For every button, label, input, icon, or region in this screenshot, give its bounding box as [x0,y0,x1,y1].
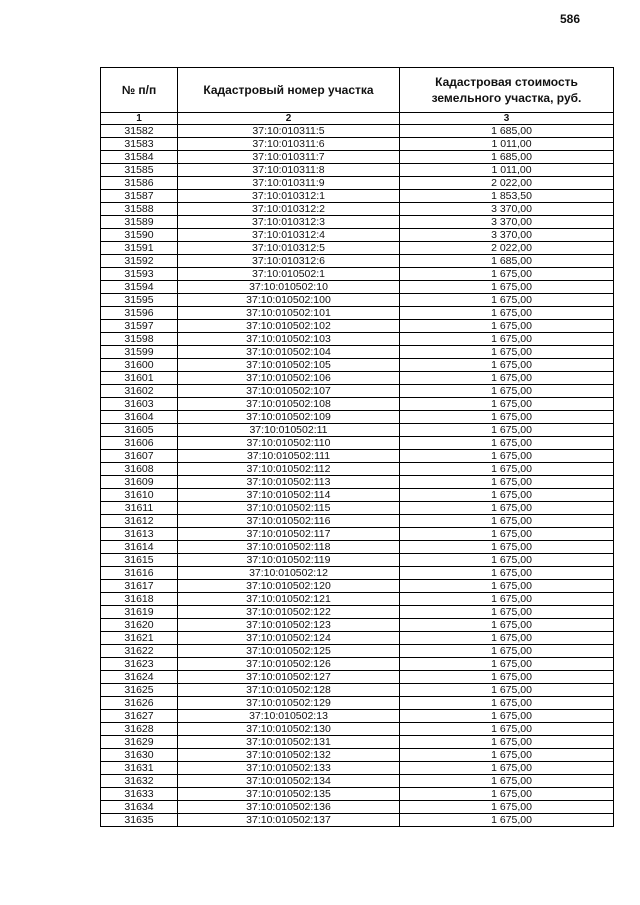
cadastral-number-cell: 37:10:010502:135 [178,788,400,801]
table-row [101,411,614,424]
table-row [101,645,614,658]
cadastral-number-cell: 37:10:010502:11 [178,424,400,437]
table-row [101,593,614,606]
cadastral-value-cell: 1 675,00 [400,541,614,554]
table-row [101,476,614,489]
table-row [101,749,614,762]
row-number-cell: 31582 [101,125,178,138]
cadastral-value-cell: 1 675,00 [400,697,614,710]
row-number-cell: 31602 [101,385,178,398]
table-row [101,216,614,229]
cadastral-value-cell: 1 675,00 [400,502,614,515]
cadastral-value-cell: 1 675,00 [400,723,614,736]
row-number-cell: 31616 [101,567,178,580]
table-row [101,463,614,476]
row-number-cell: 31605 [101,424,178,437]
column-number-row [101,113,614,125]
table-row [101,294,614,307]
cadastral-number-cell: 37:10:010502:116 [178,515,400,528]
table-row [101,619,614,632]
cadastral-value-cell: 1 675,00 [400,606,614,619]
cadastral-value-cell: 1 675,00 [400,320,614,333]
cadastral-value-cell: 1 675,00 [400,801,614,814]
table-row [101,632,614,645]
row-number-cell: 31591 [101,242,178,255]
cadastral-number-cell: 37:10:010502:132 [178,749,400,762]
cadastral-value-cell: 3 370,00 [400,203,614,216]
table-row [101,489,614,502]
cadastral-value-cell: 1 685,00 [400,125,614,138]
cadastral-value-cell: 1 675,00 [400,281,614,294]
row-number-cell: 31619 [101,606,178,619]
cadastral-number-cell: 37:10:010502:124 [178,632,400,645]
header-cadastral-number: Кадастровый номер участка [178,68,400,113]
row-number-cell: 31593 [101,268,178,281]
cadastral-value-cell: 1 675,00 [400,333,614,346]
row-number-cell: 31617 [101,580,178,593]
table-row [101,580,614,593]
cadastral-number-cell: 37:10:010502:106 [178,372,400,385]
table-row [101,801,614,814]
table-row [101,320,614,333]
cadastral-number-cell: 37:10:010502:133 [178,762,400,775]
cadastral-value-cell: 1 675,00 [400,424,614,437]
cadastral-number-cell: 37:10:010502:1 [178,268,400,281]
table-row [101,281,614,294]
cadastral-value-cell: 1 675,00 [400,580,614,593]
cadastral-number-cell: 37:10:010502:129 [178,697,400,710]
table-row [101,606,614,619]
table-row [101,814,614,827]
cadastral-value-cell: 1 675,00 [400,775,614,788]
table-row [101,385,614,398]
row-number-cell: 31594 [101,281,178,294]
table-row [101,554,614,567]
cadastral-number-cell: 37:10:010502:134 [178,775,400,788]
row-number-cell: 31597 [101,320,178,333]
row-number-cell: 31600 [101,359,178,372]
cadastral-number-cell: 37:10:010502:108 [178,398,400,411]
cadastral-value-cell: 1 675,00 [400,671,614,684]
cadastral-value-cell: 1 675,00 [400,372,614,385]
cadastral-number-cell: 37:10:010502:107 [178,385,400,398]
row-number-cell: 31624 [101,671,178,684]
cadastral-value-cell: 1 675,00 [400,658,614,671]
cadastral-value-cell: 1 675,00 [400,762,614,775]
cadastral-value-cell: 1 675,00 [400,450,614,463]
cadastral-number-cell: 37:10:010502:123 [178,619,400,632]
table-row [101,762,614,775]
cadastral-value-cell: 1 675,00 [400,814,614,827]
cadastral-number-cell: 37:10:010311:9 [178,177,400,190]
table-row [101,541,614,554]
table-row [101,190,614,203]
cadastral-number-cell: 37:10:010502:120 [178,580,400,593]
page-number: 586 [560,12,581,26]
column-number: 1 [101,113,178,125]
table-row [101,723,614,736]
row-number-cell: 31590 [101,229,178,242]
cadastral-number-cell: 37:10:010502:109 [178,411,400,424]
cadastral-number-cell: 37:10:010502:103 [178,333,400,346]
cadastral-number-cell: 37:10:010502:10 [178,281,400,294]
row-number-cell: 31612 [101,515,178,528]
table-row [101,502,614,515]
cadastral-number-cell: 37:10:010312:3 [178,216,400,229]
row-number-cell: 31596 [101,307,178,320]
table-row [101,164,614,177]
header-cadastral-value: Кадастровая стоимость земельного участка, руб. [400,68,614,113]
table-row [101,567,614,580]
table-row [101,684,614,697]
row-number-cell: 31609 [101,476,178,489]
row-number-cell: 31627 [101,710,178,723]
cadastral-value-cell: 1 011,00 [400,164,614,177]
cadastral-value-cell: 1 675,00 [400,515,614,528]
table-row [101,515,614,528]
row-number-cell: 31621 [101,632,178,645]
row-number-cell: 31598 [101,333,178,346]
cadastral-value-cell: 1 675,00 [400,554,614,567]
row-number-cell: 31626 [101,697,178,710]
row-number-cell: 31608 [101,463,178,476]
cadastral-number-cell: 37:10:010312:5 [178,242,400,255]
cadastral-number-cell: 37:10:010502:104 [178,346,400,359]
row-number-cell: 31607 [101,450,178,463]
header-row-number: № п/п [101,68,178,113]
cadastral-number-cell: 37:10:010311:6 [178,138,400,151]
cadastral-number-cell: 37:10:010502:102 [178,320,400,333]
cadastral-number-cell: 37:10:010502:100 [178,294,400,307]
row-number-cell: 31623 [101,658,178,671]
cadastral-value-cell: 1 675,00 [400,476,614,489]
table-row [101,203,614,216]
row-number-cell: 31615 [101,554,178,567]
table-row [101,151,614,164]
row-number-cell: 31614 [101,541,178,554]
table-row [101,697,614,710]
row-number-cell: 31630 [101,749,178,762]
table-row [101,359,614,372]
row-number-cell: 31603 [101,398,178,411]
cadastral-value-cell: 1 675,00 [400,398,614,411]
table-row [101,528,614,541]
row-number-cell: 31610 [101,489,178,502]
cadastral-value-cell: 1 675,00 [400,567,614,580]
row-number-cell: 31601 [101,372,178,385]
table-row [101,346,614,359]
cadastral-number-cell: 37:10:010502:128 [178,684,400,697]
cadastral-value-cell: 1 675,00 [400,632,614,645]
row-number-cell: 31604 [101,411,178,424]
table-row [101,658,614,671]
cadastral-value-cell: 1 011,00 [400,138,614,151]
table-row [101,268,614,281]
cadastral-number-cell: 37:10:010502:121 [178,593,400,606]
cadastral-value-cell: 1 675,00 [400,346,614,359]
row-number-cell: 31632 [101,775,178,788]
cadastral-number-cell: 37:10:010502:117 [178,528,400,541]
cadastral-value-cell: 1 675,00 [400,749,614,762]
cadastral-number-cell: 37:10:010502:118 [178,541,400,554]
row-number-cell: 31629 [101,736,178,749]
row-number-cell: 31589 [101,216,178,229]
cadastral-value-cell: 3 370,00 [400,216,614,229]
cadastral-value-cell: 1 675,00 [400,411,614,424]
cadastral-value-cell: 1 853,50 [400,190,614,203]
column-number: 2 [178,113,400,125]
table-row [101,242,614,255]
cadastral-number-cell: 37:10:010502:113 [178,476,400,489]
cadastral-number-cell: 37:10:010311:5 [178,125,400,138]
cadastral-value-cell: 1 675,00 [400,736,614,749]
cadastral-value-cell: 1 675,00 [400,294,614,307]
cadastral-number-cell: 37:10:010312:2 [178,203,400,216]
row-number-cell: 31628 [101,723,178,736]
cadastral-value-cell: 2 022,00 [400,177,614,190]
row-number-cell: 31611 [101,502,178,515]
row-number-cell: 31631 [101,762,178,775]
row-number-cell: 31583 [101,138,178,151]
cadastral-value-cell: 3 370,00 [400,229,614,242]
cadastral-number-cell: 37:10:010502:125 [178,645,400,658]
table-header-row [101,68,614,113]
cadastral-value-cell: 1 685,00 [400,255,614,268]
cadastral-value-cell: 1 675,00 [400,489,614,502]
row-number-cell: 31599 [101,346,178,359]
column-number: 3 [400,113,614,125]
table-row [101,424,614,437]
table-row [101,437,614,450]
row-number-cell: 31595 [101,294,178,307]
cadastral-number-cell: 37:10:010502:12 [178,567,400,580]
cadastral-value-cell: 1 675,00 [400,645,614,658]
table-row [101,125,614,138]
cadastral-number-cell: 37:10:010502:122 [178,606,400,619]
table-row [101,671,614,684]
cadastral-number-cell: 37:10:010502:114 [178,489,400,502]
cadastral-value-cell: 1 675,00 [400,528,614,541]
cadastral-value-cell: 1 675,00 [400,307,614,320]
cadastral-number-cell: 37:10:010502:115 [178,502,400,515]
cadastral-number-cell: 37:10:010312:6 [178,255,400,268]
cadastral-number-cell: 37:10:010502:127 [178,671,400,684]
row-number-cell: 31585 [101,164,178,177]
table-row [101,710,614,723]
cadastral-number-cell: 37:10:010502:110 [178,437,400,450]
row-number-cell: 31613 [101,528,178,541]
cadastral-value-cell: 1 675,00 [400,593,614,606]
cadastral-table [100,67,614,827]
cadastral-number-cell: 37:10:010502:105 [178,359,400,372]
row-number-cell: 31635 [101,814,178,827]
table-row [101,255,614,268]
row-number-cell: 31622 [101,645,178,658]
cadastral-value-cell: 1 675,00 [400,359,614,372]
cadastral-value-cell: 1 675,00 [400,268,614,281]
cadastral-number-cell: 37:10:010502:130 [178,723,400,736]
cadastral-number-cell: 37:10:010311:8 [178,164,400,177]
cadastral-number-cell: 37:10:010312:1 [178,190,400,203]
table-row [101,775,614,788]
row-number-cell: 31633 [101,788,178,801]
row-number-cell: 31618 [101,593,178,606]
cadastral-number-cell: 37:10:010502:131 [178,736,400,749]
cadastral-number-cell: 37:10:010502:137 [178,814,400,827]
cadastral-value-cell: 1 675,00 [400,463,614,476]
cadastral-value-cell: 1 675,00 [400,710,614,723]
table-row [101,398,614,411]
row-number-cell: 31588 [101,203,178,216]
cadastral-number-cell: 37:10:010502:126 [178,658,400,671]
row-number-cell: 31620 [101,619,178,632]
cadastral-value-cell: 1 675,00 [400,437,614,450]
table-body [101,125,614,827]
table-row [101,307,614,320]
cadastral-number-cell: 37:10:010502:112 [178,463,400,476]
row-number-cell: 31587 [101,190,178,203]
row-number-cell: 31584 [101,151,178,164]
row-number-cell: 31586 [101,177,178,190]
cadastral-value-cell: 1 675,00 [400,619,614,632]
table-row [101,788,614,801]
cadastral-value-cell: 1 675,00 [400,385,614,398]
cadastral-value-cell: 2 022,00 [400,242,614,255]
cadastral-number-cell: 37:10:010502:111 [178,450,400,463]
cadastral-number-cell: 37:10:010312:4 [178,229,400,242]
cadastral-number-cell: 37:10:010311:7 [178,151,400,164]
table-row [101,138,614,151]
cadastral-value-cell: 1 675,00 [400,788,614,801]
row-number-cell: 31634 [101,801,178,814]
table-row [101,177,614,190]
table-row [101,736,614,749]
cadastral-number-cell: 37:10:010502:13 [178,710,400,723]
cadastral-number-cell: 37:10:010502:136 [178,801,400,814]
row-number-cell: 31625 [101,684,178,697]
cadastral-number-cell: 37:10:010502:119 [178,554,400,567]
row-number-cell: 31592 [101,255,178,268]
table-row [101,333,614,346]
cadastral-value-cell: 1 685,00 [400,151,614,164]
cadastral-value-cell: 1 675,00 [400,684,614,697]
row-number-cell: 31606 [101,437,178,450]
table-row [101,450,614,463]
table-row [101,372,614,385]
cadastral-number-cell: 37:10:010502:101 [178,307,400,320]
table-row [101,229,614,242]
